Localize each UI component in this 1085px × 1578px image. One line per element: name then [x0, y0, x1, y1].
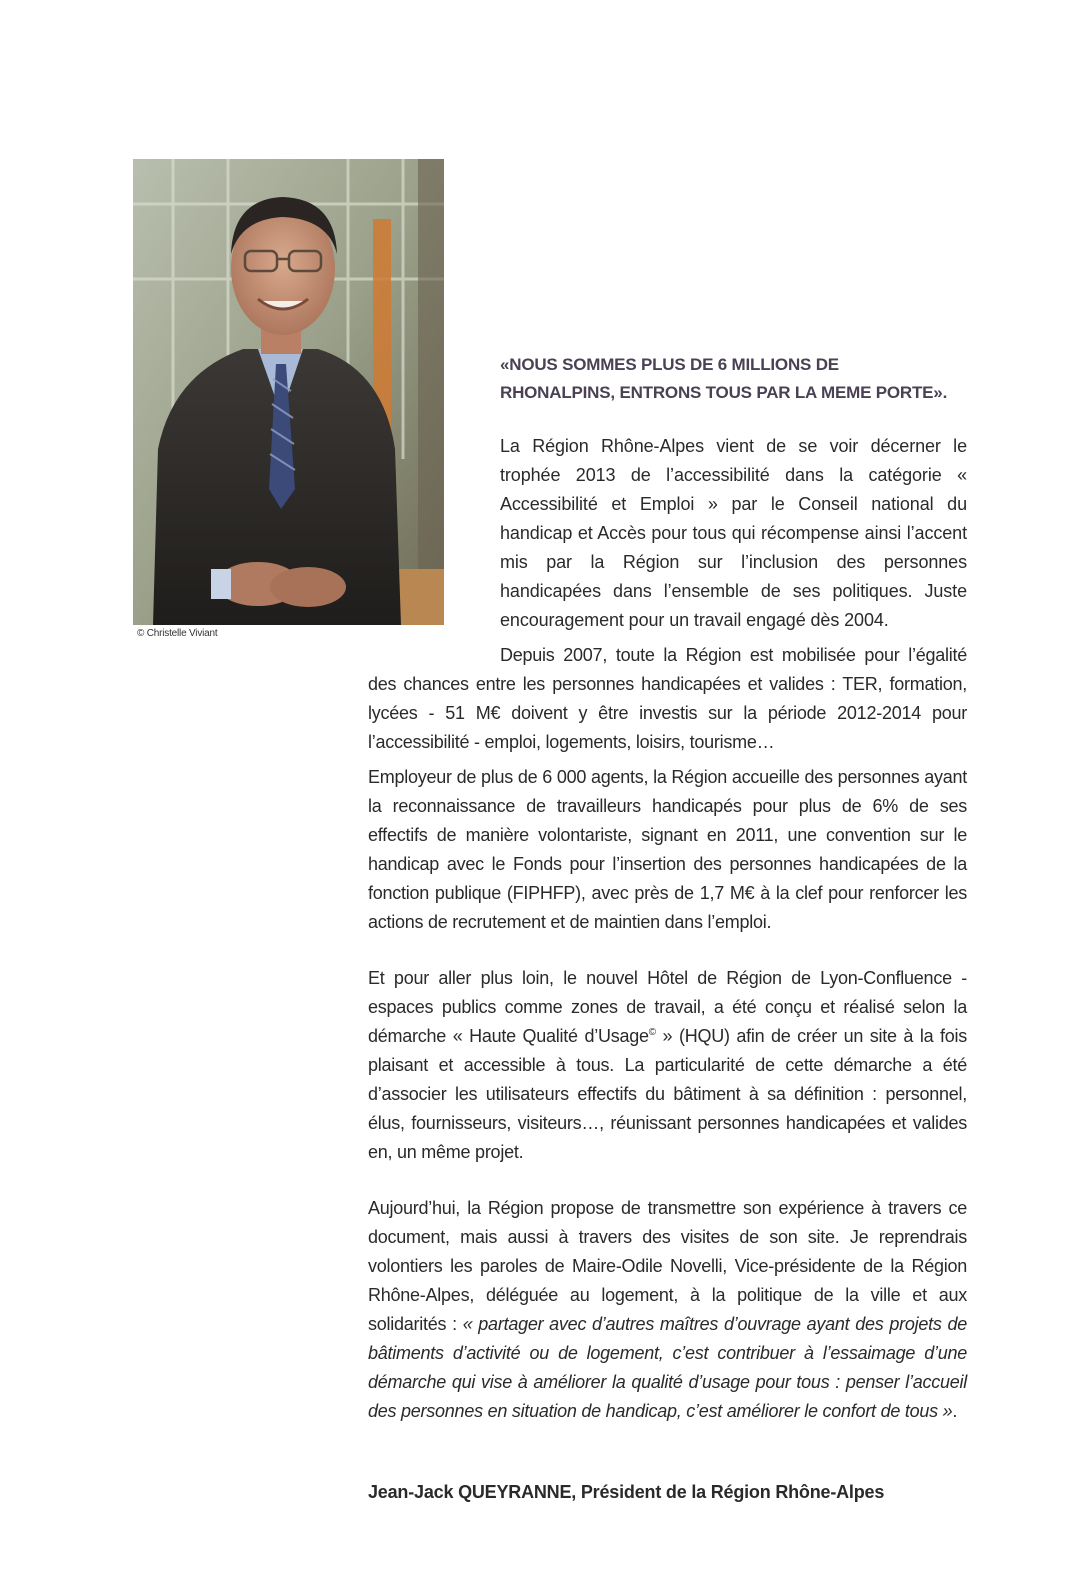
title-line-1: «NOUS SOMMES PLUS DE 6 MILLIONS DE — [500, 355, 839, 374]
paragraph-depuis-2007: Depuis 2007, toute la Région est mobilisée pour l’égalité des chances entre les personnes handicapées et valides : TER, formation, lycées - 51 M€ doivent y être investis sur la période 2012-2014 pour l’accessibilité - emploi, logements, loisirs, tourisme… — [368, 645, 967, 752]
intro-paragraph: La Région Rhône-Alpes vient de se voir décerner le trophée 2013 de l’accessibilité dans la catégorie « Accessibilité et Emploi » par le Conseil national du handicap et Accès pour tous qui récompense ainsi l’accent mis par la Région sur l’inclusion des personnes handicapées dans l’ensemble de ses politiques. Juste encouragement pour un travail engagé dès 2004. — [500, 436, 967, 630]
paragraph-hotel-de-region — [368, 964, 967, 1167]
copyright-mark: © — [648, 1027, 656, 1038]
p5-text-before: Aujourd’hui, la Région propose de transmettre son expérience à travers ce document, mais aussi à travers des visites de son site. Je reprendrais volontiers les paroles de Maire-Odile Novelli, Vice-présidente de la Région Rhône-Alpes, déléguée au logement, à la politique de la ville et aux solidarités : — [368, 1198, 967, 1334]
signature: Jean-Jack QUEYRANNE, Président de la Région Rhône-Alpes — [368, 1482, 885, 1502]
quote-text: « partager avec d’autres maîtres d’ouvrage ayant des projets de bâtiments d’activité ou de logement, c’est contribuer à l’essaimage d’une démarche qui vise à améliorer la qualité d’usage pour tous : penser l’accueil des personnes en situation de handicap, c’est améliorer le confort de tous » — [368, 1314, 967, 1421]
portrait-photo — [133, 159, 444, 625]
photo-credit: © Christelle Viviant — [137, 628, 218, 639]
p4-text-after: » (HQU) afin de créer un site à la fois plaisant et accessible à tous. La particularité de cette démarche a été d’associer les utilisateurs effectifs du bâtiment à sa définition : personnel, élus, fournisseurs, visiteurs…, réunissant personnes handicapées et valides en, un même projet. — [368, 1026, 967, 1162]
p4-text-before: Et pour aller plus loin, le nouvel Hôtel de Région de Lyon-Confluence - espaces publics comme zones de travail, a été conçu et réalisé selon la démarche « Haute Qualité d’Usage — [368, 968, 967, 1046]
paragraph-employeur: Employeur de plus de 6 000 agents, la Région accueille des personnes ayant la reconnaissance de travailleurs handicapés pour plus de 6% de ses effectifs de manière volontariste, signant en 2011, une convention sur le handicap avec le Fonds pour l’insertion des personnes handicapées de la fonction publique (FIPHFP), avec près de 1,7 M€ à la clef pour renforcer les actions de recrutement et de maintien dans l’emploi. — [368, 767, 967, 932]
p5-text-end: . — [952, 1401, 958, 1421]
paragraph-aujourdhui — [368, 1194, 967, 1426]
page-title — [500, 351, 970, 407]
title-line-2: RHONALPINS, ENTRONS TOUS PAR LA MEME PORTE». — [500, 383, 948, 402]
portrait-photo-icon — [133, 159, 444, 625]
